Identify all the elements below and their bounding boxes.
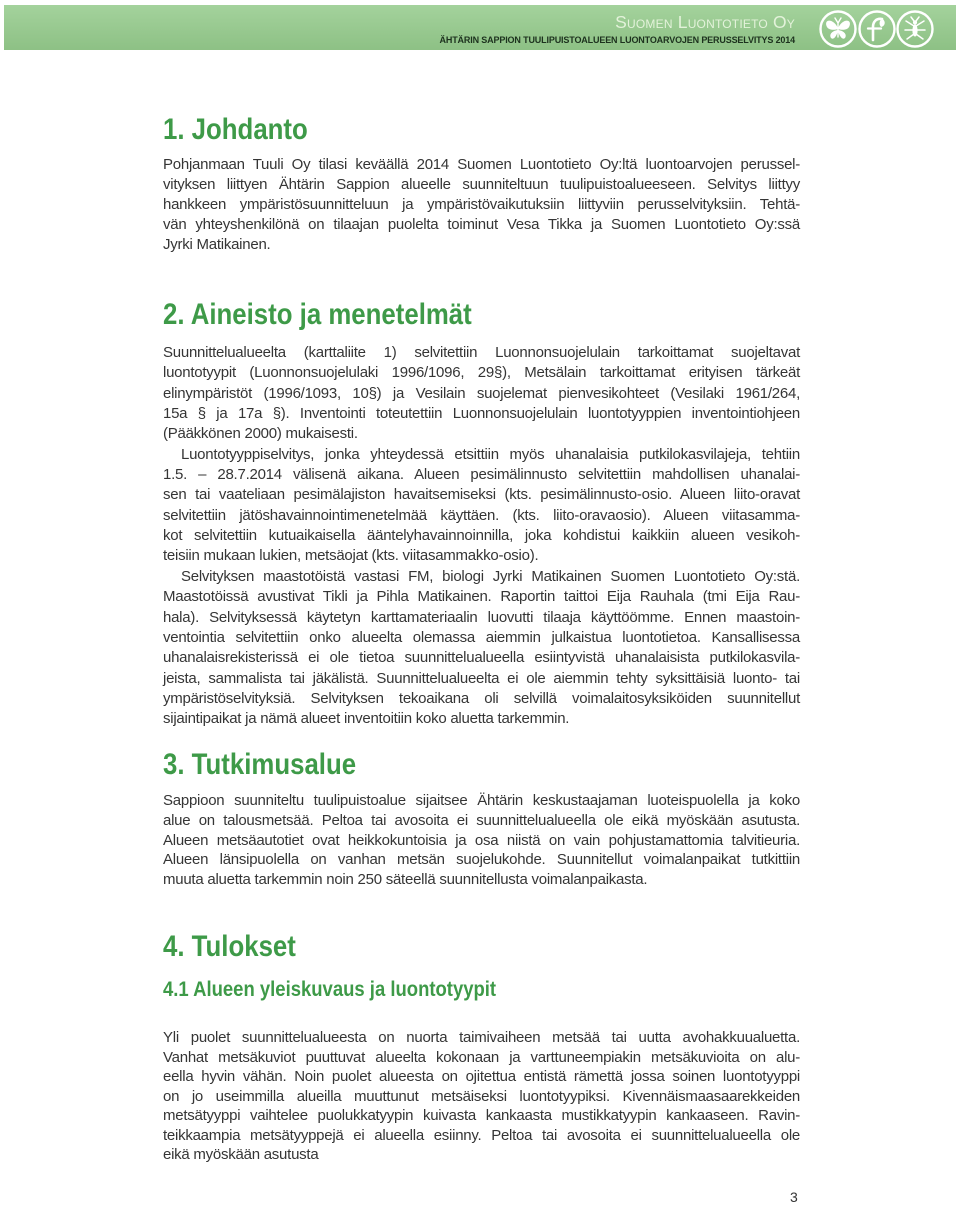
text-line <box>163 689 800 709</box>
section-heading: 2. Aineisto ja menetelmät <box>163 298 472 331</box>
text-line-content: muuta aluetta tarkemmin noin 250 säteellä suunnitellusta voimalanpaikasta. <box>163 871 648 888</box>
section-2-paragraph-3 <box>163 567 800 730</box>
text-line <box>181 567 800 587</box>
text-line-content: Luontotyyppiselvitys, jonka yhteydessä etsittiin myös uhanalaisia putkilokasvilajeja, tehtiin <box>181 445 800 463</box>
section-3-paragraph <box>163 791 800 890</box>
text-line <box>163 526 800 546</box>
text-line <box>163 1067 800 1087</box>
text-line-content: Sappioon suunniteltu tuulipuistoalue sijaitsee Ähtärin keskustaajaman luoteispuolella ja koko <box>163 792 800 809</box>
text-line-content: Yli puolet suunnittelualueesta on nuorta taimivaiheen metsää tai uutta avohakkuualuetta. <box>163 1029 800 1046</box>
text-line <box>163 155 800 175</box>
text-line <box>163 175 800 195</box>
text-line <box>163 648 800 668</box>
text-line <box>163 669 800 689</box>
text-line <box>163 465 800 485</box>
text-line-content: alue on talousmetsää. Peltoa tai avosoita ei suunnittelualueella ole eikä myöskään asutusta. <box>163 811 800 829</box>
page-number: 3 <box>790 1189 798 1205</box>
text-line <box>163 1048 800 1068</box>
insect-icon <box>895 9 935 49</box>
butterfly-icon <box>818 9 858 49</box>
text-line <box>163 608 800 628</box>
text-line <box>181 445 800 465</box>
text-line <box>163 195 800 215</box>
text-line-content: Alueen länsipuolella on vanhan metsän suojelukohde. Suunnitellut voimalanpaikat tutkittiin <box>163 851 800 869</box>
text-line-content: hankkeen ympäristösuunnitteluun ja ympäristövaikutuksiin liittyviin perusselvityksiin. Tehtä- <box>163 196 800 213</box>
text-line-content: teisiin mukaan lukien, metsäojat (kts. viitasammakko-osio). <box>163 547 539 565</box>
section-heading: 4. Tulokset <box>163 930 296 963</box>
text-line <box>163 363 800 383</box>
section-heading: 3. Tutkimusalue <box>163 748 357 781</box>
section-subheading: 4.1 Alueen yleiskuvaus ja luontotyypit <box>163 978 497 1001</box>
section-1-paragraph <box>163 155 800 255</box>
text-line <box>163 850 800 870</box>
text-line <box>163 235 800 255</box>
text-line <box>163 628 800 648</box>
text-line <box>163 1145 800 1165</box>
text-line-content: eella hyvin vähän. Noin puolet alueesta on ojitettua entistä rämettä jossa soinen luontotyyppi <box>163 1068 800 1085</box>
text-line-content: 15a § ja 17a §). Inventointi toteutettiin Luonnonsuojelulain luontotyyppien inventointiohjeen <box>163 405 800 423</box>
text-line <box>163 384 800 404</box>
text-line-content: 1.5. – 28.7.2014 välisenä aikana. Alueen pesimälinnusto selvitettiin mahdollisen uhanalai- <box>163 466 800 484</box>
text-line-content: ympäristöselvityksiä. Selvityksen tekoaikana oli selvillä voimalaitosyksiköiden suunnitellut <box>163 689 800 707</box>
text-line <box>163 1087 800 1107</box>
text-line <box>163 870 800 890</box>
text-line-content: Pohjanmaan Tuuli Oy tilasi keväällä 2014 Suomen Luontotieto Oy:ltä luontoarvojen perussel- <box>163 156 800 173</box>
text-line-content: sen tai vaateliaan pesimälajiston havaitsemiseksi (kts. pesimälinnusto-osio. Alueen liito-oravat <box>163 486 800 504</box>
text-line <box>163 709 800 729</box>
leaf-icon <box>857 9 897 49</box>
text-line-content: teikkaampia metsätyyppejä ei alueella esiinny. Peltoa tai avosoita ei suunnittelualueella ole <box>163 1126 800 1144</box>
text-line-content: Vanhat metsäkuviot puuttuvat alueelta kokonaan ja varttuneempiakin metsäkuvioita on alu- <box>163 1048 800 1066</box>
text-line-content: selvitettiin jätöshavainnointimenetelmää käyttäen. (kts. liito-oravaosio). Alueen viitasamma- <box>163 506 800 524</box>
text-line-content: vityksen liittyen Ähtärin Sappion alueelle suunniteltuun tuulipuistoalueeseen. Selvitys liittyy <box>163 176 800 193</box>
text-line-content: Jyrki Matikainen. <box>163 236 271 253</box>
text-line-content: metsätyyppi vaihtelee puolukkatyypin kuivasta kankaasta mustikkatyypin kankaaseen. Ravin- <box>163 1107 800 1124</box>
text-line-content: uhanalaisrekisterissä ei ole tietoa suunnittelualueella esiintyvistä uhanalaisista putkilokasvila- <box>163 649 800 667</box>
section-2-paragraph-1 <box>163 343 800 445</box>
text-line-content: luontotyypit (Luonnonsuojelulaki 1996/1096, 29§), Metsälain tarkoittamat erityisen tärkeät <box>163 364 800 382</box>
text-line-content: ventointia selvitettiin onko alueelta olemassa aiemmin julkaistua luontotietoa. Kansallisessa <box>163 628 800 646</box>
text-line <box>163 1106 800 1126</box>
text-line-content: Suunnittelualueelta (karttaliite 1) selvitettiin Luonnonsuojelulain tarkoittamat suojeltavat <box>163 344 800 361</box>
text-line-content: elinympäristöt (1996/1093, 10§) ja Vesilain suojelemat pienvesikohteet (Vesilaki 1961/264, <box>163 384 800 402</box>
text-line <box>163 343 800 363</box>
text-line-content: sijaintipaikat ja nämä alueet inventoitiin koko aluetta tarkemmin. <box>163 710 570 728</box>
text-line <box>163 546 800 566</box>
section-2-paragraph-2 <box>163 445 800 567</box>
text-line-content: vän yhteyshenkilönä on tilaajan puolelta toiminut Vesa Tikka ja Suomen Luontotieto Oy:ssä <box>163 216 800 233</box>
text-line <box>163 215 800 235</box>
text-line <box>163 424 800 444</box>
text-line <box>163 791 800 811</box>
text-line <box>163 404 800 424</box>
text-line-content: Selvityksen maastotöistä vastasi FM, biologi Jyrki Matikainen Suomen Luontotieto Oy:stä. <box>181 567 800 585</box>
text-line-content: Maastotöissä avustivat Tikli ja Pihla Matikainen. Raportin taittoi Eija Rauhala (tmi Eija Rau- <box>163 588 800 606</box>
text-line <box>163 811 800 831</box>
report-title: ÄHTÄRIN SAPPION TUULIPUISTOALUEEN LUONTOARVOJEN PERUSSELVITYS 2014 <box>439 35 795 45</box>
section-4-1-paragraph <box>163 1028 800 1165</box>
text-line-content: (Pääkkönen 2000) mukaisesti. <box>163 425 358 443</box>
text-line-content: eikä myöskään asutusta <box>163 1146 319 1163</box>
text-line <box>163 1028 800 1048</box>
text-line <box>163 506 800 526</box>
text-line-content: on jo useimmilla alueilla muuttunut metsäiseksi luontotyypiksi. Kivennäismaasaarekkeiden <box>163 1087 800 1105</box>
text-line-content: hala). Selvityksessä käytetyn karttamateriaalin luovutti tilaaja käyttöömme. Ennen maastoin- <box>163 608 800 626</box>
text-line <box>163 1126 800 1146</box>
text-line-content: Alueen metsäautotiet ovat heikkokuntoisia ja osa niistä on vain pohjustamattomia talvitieuria. <box>163 831 800 849</box>
text-line-content: jeista, sammalista tai jäkälistä. Suunnittelualueelta ei ole aiemmin tehty syksittäisiä luonto- tai <box>163 669 800 687</box>
text-line-content: kot selvitettiin kutuaikaisella ääntelyhavainnoinnilla, joka kohdistui kaikkiin alueen vesikoh- <box>163 527 800 545</box>
text-line <box>163 587 800 607</box>
text-line <box>163 831 800 851</box>
section-heading: 1. Johdanto <box>163 113 308 146</box>
text-line <box>163 485 800 505</box>
company-name: Suomen Luontotieto Oy <box>615 12 795 32</box>
